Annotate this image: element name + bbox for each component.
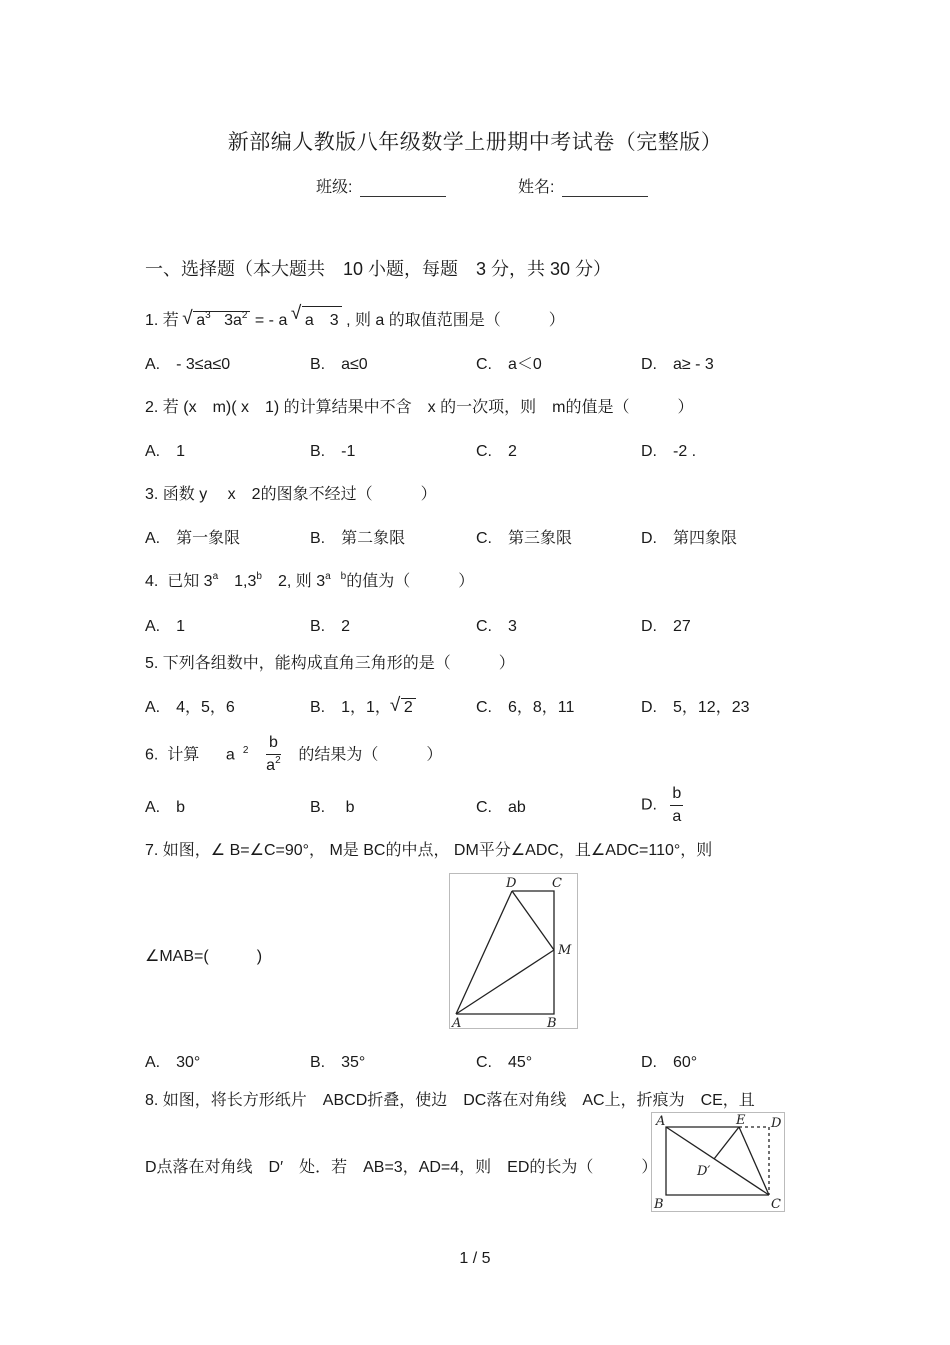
denominator bbox=[266, 755, 280, 779]
option-a[interactable]: A. 30° bbox=[145, 1054, 201, 1071]
radical bbox=[401, 698, 416, 717]
option-c[interactable]: C. 45° bbox=[476, 1054, 533, 1071]
page-number: 1 / 5 bbox=[459, 1250, 491, 1267]
question-text: , 则 a 的取值范围是（ ） bbox=[346, 312, 565, 329]
option-a[interactable]: A. 1 bbox=[145, 443, 186, 460]
option-b[interactable] bbox=[310, 694, 416, 717]
question-2: 2. 若 (x m)( x 1) 的计算结果中不含 x 的一次项，则 m的值是（ ） bbox=[145, 399, 694, 416]
figure-q8 bbox=[651, 1112, 785, 1212]
denominator-base: a bbox=[266, 757, 276, 774]
exponent: 3 bbox=[205, 310, 211, 321]
radical bbox=[193, 311, 250, 330]
option-d[interactable]: D. 27 bbox=[641, 618, 691, 635]
radicand: a 3 bbox=[304, 312, 339, 329]
label-e: E bbox=[736, 1113, 746, 1128]
option-label: D. bbox=[641, 796, 657, 814]
question-1 bbox=[145, 306, 565, 330]
page-title: 新部编人教版八年级数学上册期中考试卷（完整版） bbox=[227, 130, 723, 154]
question-3: 3. 函数 y x 2的图象不经过（ ） bbox=[145, 486, 437, 503]
denominator: a bbox=[672, 808, 682, 825]
name-label: 姓名: bbox=[518, 179, 555, 196]
exponent: 2 bbox=[241, 310, 248, 321]
math-variable: a bbox=[225, 746, 235, 764]
figure-q7 bbox=[449, 873, 578, 1029]
label-m: M bbox=[558, 943, 572, 958]
label-d-prime: D′ bbox=[697, 1164, 711, 1179]
exponent: 2 bbox=[275, 755, 281, 766]
option-a[interactable]: A. b bbox=[145, 799, 186, 816]
option-c[interactable]: C. 6，8，11 bbox=[476, 699, 575, 716]
option-b[interactable]: B. 2 bbox=[310, 618, 351, 635]
radicand: 2 bbox=[403, 699, 413, 716]
class-label: 班级: bbox=[316, 179, 353, 196]
question-number: 1. bbox=[145, 312, 159, 329]
label-b: B bbox=[547, 1016, 557, 1029]
label-a: A bbox=[452, 1016, 462, 1029]
exponent: b bbox=[256, 571, 262, 582]
question-7: 7. 如图，∠ B=∠C=90°， M是 BC的中点， DM平分∠ADC，且∠ADC=110°，则 bbox=[145, 842, 713, 859]
option-d[interactable] bbox=[641, 783, 683, 828]
numerator: b bbox=[266, 732, 280, 755]
name-blank[interactable] bbox=[562, 178, 648, 197]
option-b[interactable]: B. 第二象限 bbox=[310, 530, 406, 547]
class-field bbox=[316, 174, 446, 197]
option-a[interactable]: A. - 3≤a≤0 bbox=[145, 356, 231, 373]
option-d[interactable]: D. 5，12，23 bbox=[641, 699, 750, 716]
option-text: B. 1，1， bbox=[310, 699, 391, 716]
label-b: B bbox=[654, 1197, 664, 1212]
option-a[interactable]: A. 第一象限 bbox=[145, 530, 241, 547]
option-d[interactable]: D. a≥ - 3 bbox=[641, 356, 714, 373]
question-4 bbox=[145, 568, 474, 591]
question-7-continued: ∠MAB=( ) bbox=[145, 948, 263, 965]
section-heading: 一、选择题（本大题共 10 小题，每题 3 分，共 30 分） bbox=[145, 259, 612, 279]
name-field bbox=[518, 174, 648, 197]
question-text: = - a bbox=[254, 312, 288, 329]
question-text: 的值为（ ） bbox=[346, 573, 475, 590]
segment-ed-prime bbox=[714, 1127, 739, 1159]
question-number: 4. bbox=[145, 573, 159, 590]
segment-dm bbox=[512, 891, 554, 950]
exponent: a b bbox=[325, 571, 347, 582]
option-b[interactable]: B. b bbox=[310, 799, 355, 816]
radical bbox=[302, 306, 342, 330]
label-c: C bbox=[552, 876, 562, 891]
rectangle-side bbox=[456, 891, 554, 1014]
numerator: b bbox=[670, 783, 683, 806]
option-a[interactable]: A. 4，5，6 bbox=[145, 699, 235, 716]
question-text: 1,3 bbox=[218, 573, 257, 590]
question-6 bbox=[145, 732, 442, 779]
exponent: 2 bbox=[242, 744, 249, 756]
fraction bbox=[670, 783, 683, 828]
radicand: a bbox=[196, 312, 206, 329]
option-c[interactable]: C. ab bbox=[476, 799, 526, 816]
option-d[interactable]: D. -2 . bbox=[641, 443, 697, 460]
option-c[interactable]: C. 2 bbox=[476, 443, 517, 460]
question-text: 计算 bbox=[167, 746, 200, 764]
fraction bbox=[266, 732, 280, 779]
question-5: 5. 下列各组数中，能构成直角三角形的是（ ） bbox=[145, 655, 515, 672]
question-8: 8. 如图，将长方形纸片 ABCD折叠，使边 DC落在对角线 AC上，折痕为 CE，且 bbox=[145, 1092, 755, 1109]
radicand: 3a bbox=[224, 312, 242, 329]
question-text: 2, 则 3 bbox=[261, 573, 326, 590]
question-number: 6. bbox=[145, 746, 159, 764]
option-a[interactable]: A. 1 bbox=[145, 618, 186, 635]
exponent: a bbox=[212, 571, 219, 582]
option-c[interactable]: C. 3 bbox=[476, 618, 517, 635]
option-c[interactable]: C. a＜0 bbox=[476, 356, 542, 373]
option-c[interactable]: C. 第三象限 bbox=[476, 530, 573, 547]
label-d: D bbox=[771, 1116, 782, 1131]
option-b[interactable]: B. 35° bbox=[310, 1054, 366, 1071]
label-d: D bbox=[506, 876, 517, 891]
question-text: 的结果为（ ） bbox=[298, 746, 443, 764]
question-text: 若 bbox=[162, 312, 179, 329]
question-text: 已知 3 bbox=[167, 573, 213, 590]
label-c: C bbox=[771, 1197, 781, 1212]
option-b[interactable]: B. -1 bbox=[310, 443, 356, 460]
question-8-continued: D点落在对角线 D′ 处．若 AB=3，AD=4，则 ED的长为（ ） bbox=[145, 1159, 658, 1176]
option-d[interactable]: D. 60° bbox=[641, 1054, 698, 1071]
class-blank[interactable] bbox=[360, 178, 446, 197]
option-b[interactable]: B. a≤0 bbox=[310, 356, 368, 373]
label-a: A bbox=[656, 1114, 666, 1129]
option-d[interactable]: D. 第四象限 bbox=[641, 530, 738, 547]
